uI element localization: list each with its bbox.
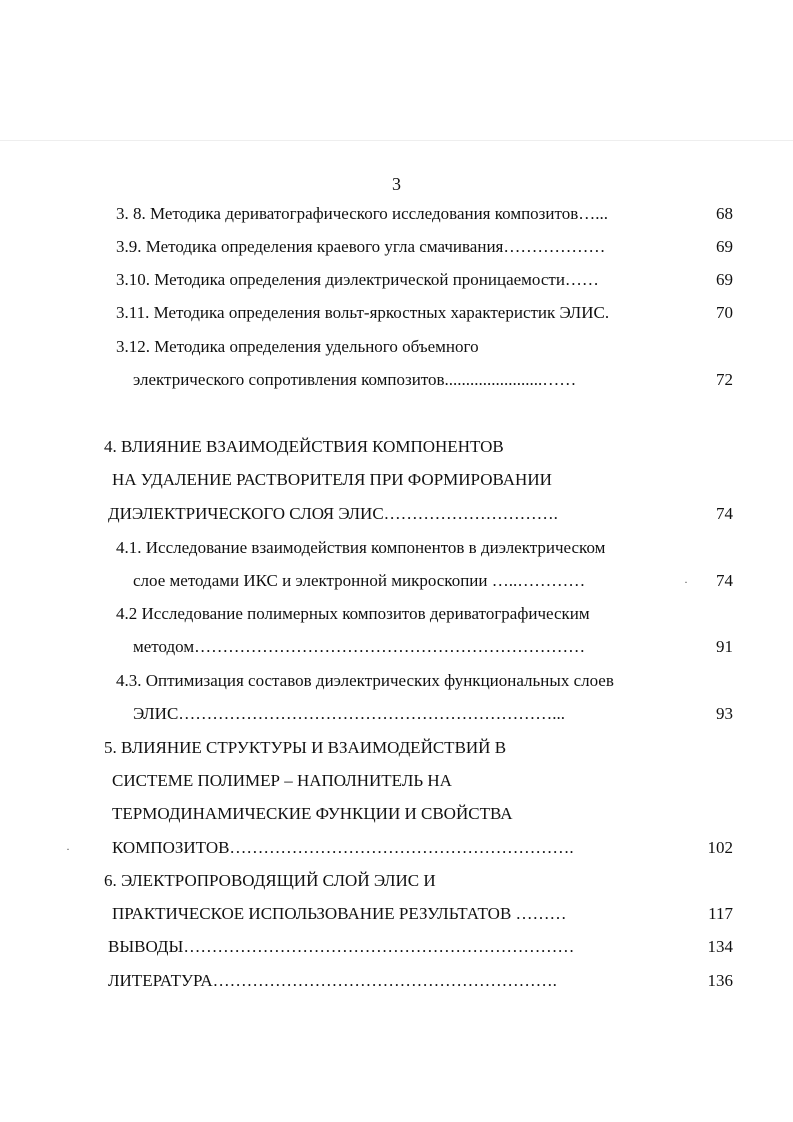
toc-page-3-9: 69 (716, 237, 733, 256)
toc-references: ЛИТЕРАТУРА……………………………………………………. (108, 971, 557, 990)
toc-chapter-4-cont2: ДИЭЛЕКТРИЧЕСКОГО СЛОЯ ЭЛИС…………………………. (108, 504, 558, 523)
toc-chapter-5: 5. ВЛИЯНИЕ СТРУКТУРЫ И ВЗАИМОДЕЙСТВИЙ В (104, 738, 507, 757)
toc-entry-4-1-cont: слое методами ИКС и электронной микроскопии …..………… (133, 571, 586, 590)
toc-page-3-10: 69 (716, 270, 733, 289)
toc-page-chapter-6: 117 (708, 904, 733, 923)
toc-chapter-4-cont1: НА УДАЛЕНИЕ РАСТВОРИТЕЛЯ ПРИ ФОРМИРОВАНИИ (112, 470, 552, 489)
toc-chapter-6-cont: ПРАКТИЧЕСКОЕ ИСПОЛЬЗОВАНИЕ РЕЗУЛЬТАТОВ ……… (112, 904, 567, 923)
toc-page-conclusions: 134 (707, 937, 733, 956)
toc-page-references: 136 (707, 971, 733, 990)
page-number: 3 (392, 174, 401, 194)
toc-entry-4-3-cont: ЭЛИС…………………………………………………………... (133, 704, 566, 723)
toc-entry-3-9: 3.9. Методика определения краевого угла смачивания……………… (116, 237, 606, 256)
toc-page-4-1: 74 (716, 571, 733, 590)
stray-dot: · (684, 575, 688, 589)
toc-entry-4-2: 4.2 Исследование полимерных композитов дериватографическим (116, 604, 590, 623)
toc-chapter-5-cont1: СИСТЕМЕ ПОЛИМЕР – НАПОЛНИТЕЛЬ НА (112, 771, 452, 790)
toc-conclusions: ВЫВОДЫ…………………………………………………………… (108, 937, 575, 956)
toc-entry-4-1: 4.1. Исследование взаимодействия компонентов в диэлектрическом (116, 538, 606, 557)
toc-page-4-3: 93 (716, 704, 733, 723)
toc-page-3-11: 70 (716, 303, 733, 322)
stray-mark-left: · (66, 842, 70, 856)
toc-entry-3-10: 3.10. Методика определения диэлектрической проницаемости…… (116, 270, 599, 289)
toc-page-chapter-5: 102 (707, 838, 733, 857)
toc-chapter-6: 6. ЭЛЕКТРОПРОВОДЯЩИЙ СЛОЙ ЭЛИС И (104, 871, 436, 890)
toc-entry-3-12-cont: электрического сопротивления композитов.......................…… (133, 370, 577, 389)
toc-chapter-4: 4. ВЛИЯНИЕ ВЗАИМОДЕЙСТВИЯ КОМПОНЕНТОВ (104, 437, 504, 456)
toc-chapter-5-cont3: КОМПОЗИТОВ……………………………………………………. (112, 838, 574, 857)
toc-page-3-8: 68 (716, 204, 733, 223)
scan-edge-divider (0, 140, 793, 141)
toc-chapter-5-cont2: ТЕРМОДИНАМИЧЕСКИЕ ФУНКЦИИ И СВОЙСТВА (112, 804, 513, 823)
toc-page-4-2: 91 (716, 637, 733, 656)
toc-entry-4-3: 4.3. Оптимизация составов диэлектрических функциональных слоев (116, 671, 614, 690)
toc-entry-4-2-cont: методом…………………………………………………………… (133, 637, 586, 656)
toc-page-3-12: 72 (716, 370, 733, 389)
toc-entry-3-11: 3.11. Методика определения вольт-яркостных характеристик ЭЛИС. (116, 303, 610, 322)
toc-entry-3-12: 3.12. Методика определения удельного объемного (116, 337, 479, 356)
toc-entry-3-8: 3. 8. Методика дериватографического исследования композитов…... (116, 204, 608, 223)
toc-page-chapter-4: 74 (716, 504, 733, 523)
